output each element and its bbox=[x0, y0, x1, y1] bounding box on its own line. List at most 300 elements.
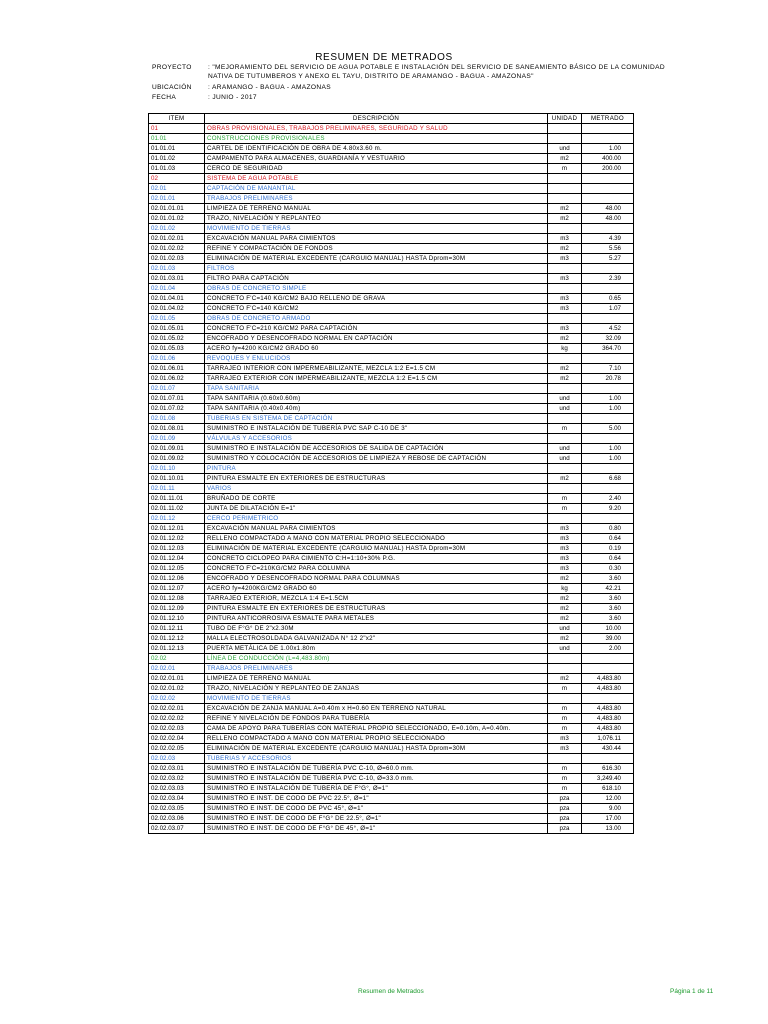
row-unit bbox=[548, 124, 582, 134]
row-description: EXCAVACIÓN MANUAL PARA CIMIENTOS bbox=[205, 234, 548, 244]
row-description: CONSTRUCCIONES PROVISIONALES bbox=[205, 134, 548, 144]
ubicacion-label: UBICACIÓN bbox=[152, 84, 192, 91]
row-description: BRUÑADO DE CORTE bbox=[205, 494, 548, 504]
row-description: TRABAJOS PRELIMINARES bbox=[205, 664, 548, 674]
row-item-code: 02.01.11 bbox=[149, 484, 205, 494]
table-row bbox=[149, 594, 634, 604]
row-description: VÁLVULAS Y ACCESORIOS bbox=[205, 434, 548, 444]
row-item-code: 02.01.10.01 bbox=[149, 474, 205, 484]
table-row bbox=[149, 124, 634, 134]
row-item-code: 02.02.03.06 bbox=[149, 814, 205, 824]
row-unit: m3 bbox=[548, 564, 582, 574]
row-unit: m3 bbox=[548, 254, 582, 264]
table-row bbox=[149, 444, 634, 454]
row-unit bbox=[548, 654, 582, 664]
row-item-code: 02.01.10 bbox=[149, 464, 205, 474]
row-description: OBRAS DE CONCRETO SIMPLE bbox=[205, 284, 548, 294]
row-quantity: 1,076.11 bbox=[582, 734, 634, 744]
row-item-code: 02.01.09.02 bbox=[149, 454, 205, 464]
row-item-code: 01 bbox=[149, 124, 205, 134]
row-quantity bbox=[582, 414, 634, 424]
row-item-code: 01.01 bbox=[149, 134, 205, 144]
row-item-code: 02.01.09 bbox=[149, 434, 205, 444]
row-description: TAPA SANITARIA bbox=[205, 384, 548, 394]
row-description: CONCRETO F'C=140 KG/CM2 bbox=[205, 304, 548, 314]
row-item-code: 02.01.09.01 bbox=[149, 444, 205, 454]
row-item-code: 02.01.12.07 bbox=[149, 584, 205, 594]
row-item-code: 02.01.12.12 bbox=[149, 634, 205, 644]
row-quantity: 4.39 bbox=[582, 234, 634, 244]
row-item-code: 02.01.01 bbox=[149, 194, 205, 204]
table-row bbox=[149, 394, 634, 404]
table-row bbox=[149, 204, 634, 214]
table-row bbox=[149, 134, 634, 144]
row-unit: m3 bbox=[548, 304, 582, 314]
row-description: SUMINISTRO E INST. DE CODO DE F°G° DE 45°, Ø=1" bbox=[205, 824, 548, 834]
row-item-code: 02.01.04 bbox=[149, 284, 205, 294]
row-item-code: 02.02.02.01 bbox=[149, 704, 205, 714]
row-quantity: 5.27 bbox=[582, 254, 634, 264]
row-quantity: 1.07 bbox=[582, 304, 634, 314]
table-row bbox=[149, 454, 634, 464]
table-row bbox=[149, 374, 634, 384]
row-description: CAMA DE APOYO PARA TUBERÍAS CON MATERIAL PROPIO SELECCIONADO, E=0.10m, A=0.40m. bbox=[205, 724, 548, 734]
table-row bbox=[149, 734, 634, 744]
row-quantity: 10.00 bbox=[582, 624, 634, 634]
row-description: ACERO fy=4200 KG/CM2 GRADO 60 bbox=[205, 344, 548, 354]
row-item-code: 02.01.07 bbox=[149, 384, 205, 394]
row-unit: m3 bbox=[548, 524, 582, 534]
row-unit: m bbox=[548, 724, 582, 734]
table-row bbox=[149, 704, 634, 714]
table-row bbox=[149, 494, 634, 504]
row-description: LIMPIEZA DE TERRENO MANUAL bbox=[205, 204, 548, 214]
row-unit bbox=[548, 284, 582, 294]
row-unit: pza bbox=[548, 794, 582, 804]
table-row bbox=[149, 764, 634, 774]
row-item-code: 01.01.02 bbox=[149, 154, 205, 164]
row-item-code: 02.02.01.01 bbox=[149, 674, 205, 684]
row-description: REFINE Y NIVELACIÓN DE FONDOS PARA TUBERÍA bbox=[205, 714, 548, 724]
row-item-code: 02.01.12.09 bbox=[149, 604, 205, 614]
table-body bbox=[149, 124, 634, 834]
table-row bbox=[149, 284, 634, 294]
row-description: ENCOFRADO Y DESENCOFRADO NORMAL EN CAPTACIÓN bbox=[205, 334, 548, 344]
row-unit: m2 bbox=[548, 204, 582, 214]
row-unit: m2 bbox=[548, 244, 582, 254]
table-row bbox=[149, 324, 634, 334]
row-quantity bbox=[582, 434, 634, 444]
table-row bbox=[149, 214, 634, 224]
row-unit: kg bbox=[548, 584, 582, 594]
row-item-code: 02.02.03.07 bbox=[149, 824, 205, 834]
row-quantity: 0.64 bbox=[582, 554, 634, 564]
row-description: REFINE Y COMPACTACIÓN DE FONDOS bbox=[205, 244, 548, 254]
table-row bbox=[149, 814, 634, 824]
row-item-code: 02.01.03 bbox=[149, 264, 205, 274]
table-row bbox=[149, 564, 634, 574]
row-quantity: 2.40 bbox=[582, 494, 634, 504]
row-quantity bbox=[582, 264, 634, 274]
row-unit: m bbox=[548, 494, 582, 504]
row-description: PINTURA bbox=[205, 464, 548, 474]
row-unit bbox=[548, 184, 582, 194]
table-row bbox=[149, 714, 634, 724]
row-item-code: 02.01.01.01 bbox=[149, 204, 205, 214]
row-quantity: 13.00 bbox=[582, 824, 634, 834]
row-item-code: 02.01.02.03 bbox=[149, 254, 205, 264]
row-description: JUNTA DE DILATACIÓN E=1" bbox=[205, 504, 548, 514]
row-item-code: 01.01.01 bbox=[149, 144, 205, 154]
table-row bbox=[149, 534, 634, 544]
row-quantity: 48.00 bbox=[582, 204, 634, 214]
row-description: PUERTA METÁLICA DE 1.00x1.80m bbox=[205, 644, 548, 654]
row-description: SUMINISTRO E INSTALACIÓN DE TUBERÍA PVC C-10, Ø=60.0 mm. bbox=[205, 764, 548, 774]
row-quantity: 4,483.80 bbox=[582, 684, 634, 694]
row-description: RELLENO COMPACTADO A MANO CON MATERIAL PROPIO SELECCIONADO bbox=[205, 734, 548, 744]
row-unit: m bbox=[548, 704, 582, 714]
row-quantity: 1.00 bbox=[582, 144, 634, 154]
table-row bbox=[149, 294, 634, 304]
table-row bbox=[149, 354, 634, 364]
row-unit: m3 bbox=[548, 274, 582, 284]
row-unit: m3 bbox=[548, 534, 582, 544]
table-row bbox=[149, 674, 634, 684]
row-unit: und bbox=[548, 144, 582, 154]
row-item-code: 02.01.12.10 bbox=[149, 614, 205, 624]
row-description: TRAZO, NIVELACIÓN Y REPLANTEO DE ZANJAS bbox=[205, 684, 548, 694]
row-quantity bbox=[582, 194, 634, 204]
row-description: FILTRO PARA CAPTACIÓN bbox=[205, 274, 548, 284]
row-description: VARIOS bbox=[205, 484, 548, 494]
row-description: ELIMINACIÓN DE MATERIAL EXCEDENTE (CARGUIO MANUAL) HASTA Dprom=30M bbox=[205, 744, 548, 754]
row-item-code: 02.01.04.01 bbox=[149, 294, 205, 304]
row-description: OBRAS PROVISIONALES, TRABAJOS PRELIMINARES, SEGURIDAD Y SALUD bbox=[205, 124, 548, 134]
row-unit: pza bbox=[548, 804, 582, 814]
row-description: ELIMINACIÓN DE MATERIAL EXCEDENTE (CARGUIO MANUAL) HASTA Dprom=30M bbox=[205, 544, 548, 554]
row-item-code: 02.02.02.05 bbox=[149, 744, 205, 754]
row-quantity: 5.56 bbox=[582, 244, 634, 254]
row-item-code: 02.01.05 bbox=[149, 314, 205, 324]
row-quantity bbox=[582, 514, 634, 524]
row-unit bbox=[548, 194, 582, 204]
row-item-code: 02.01.02.02 bbox=[149, 244, 205, 254]
row-unit: m bbox=[548, 164, 582, 174]
row-description: CAMPAMENTO PARA ALMACENES, GUARDIANÍA Y VESTUARIO bbox=[205, 154, 548, 164]
row-description: CONCRETO F'C=210KG/CM2 PARA COLUMNA bbox=[205, 564, 548, 574]
row-description: MOVIMIENTO DE TIERRAS bbox=[205, 224, 548, 234]
table-header-row bbox=[149, 114, 634, 124]
row-description: TARRAJEO EXTERIOR CON IMPERMEABILIZANTE, MEZCLA 1:2 E=1.5 CM bbox=[205, 374, 548, 384]
row-item-code: 02.02.03.04 bbox=[149, 794, 205, 804]
row-quantity bbox=[582, 314, 634, 324]
row-item-code: 02.01.05.02 bbox=[149, 334, 205, 344]
table-row bbox=[149, 484, 634, 494]
row-description: TUBO DE F°G° DE 2"x2.30M bbox=[205, 624, 548, 634]
row-quantity: 6.68 bbox=[582, 474, 634, 484]
row-unit: und bbox=[548, 644, 582, 654]
row-quantity: 3,249.40 bbox=[582, 774, 634, 784]
header-item: ITEM bbox=[149, 114, 205, 124]
table-row bbox=[149, 804, 634, 814]
proyecto-value: : "MEJORAMIENTO DEL SERVICIO DE AGUA POTABLE E INSTALACIÓN DEL SERVICIO DE SANEAMIENTO BÁSICO DE LA COMUNIDAD NATIVA DE TUTUMBEROS Y ANEXO EL TAYU, DISTRITO DE ARAMANGO - BAGUA - AMAZONAS" bbox=[208, 64, 665, 80]
row-unit bbox=[548, 694, 582, 704]
row-unit: m3 bbox=[548, 544, 582, 554]
row-unit: m3 bbox=[548, 734, 582, 744]
table-row bbox=[149, 634, 634, 644]
row-unit: pza bbox=[548, 814, 582, 824]
row-quantity: 200.00 bbox=[582, 164, 634, 174]
table-row bbox=[149, 384, 634, 394]
row-quantity: 1.00 bbox=[582, 404, 634, 414]
header-metrado: METRADO bbox=[582, 114, 634, 124]
row-description: SUMINISTRO E INST. DE CODO DE PVC 45°, Ø=1" bbox=[205, 804, 548, 814]
row-quantity: 0.30 bbox=[582, 564, 634, 574]
row-unit: m2 bbox=[548, 594, 582, 604]
table-row bbox=[149, 164, 634, 174]
table-row bbox=[149, 614, 634, 624]
row-quantity bbox=[582, 184, 634, 194]
row-item-code: 02.02.03.01 bbox=[149, 764, 205, 774]
row-item-code: 02.01.03.01 bbox=[149, 274, 205, 284]
table-row bbox=[149, 364, 634, 374]
row-quantity bbox=[582, 754, 634, 764]
row-item-code: 02.01.12.13 bbox=[149, 644, 205, 654]
row-quantity: 17.00 bbox=[582, 814, 634, 824]
table-row bbox=[149, 194, 634, 204]
table-row bbox=[149, 314, 634, 324]
row-description: SUMINISTRO E INSTALACIÓN DE ACCESORIOS DE SALIDA DE CAPTACIÓN bbox=[205, 444, 548, 454]
table-row bbox=[149, 744, 634, 754]
row-quantity: 1.00 bbox=[582, 394, 634, 404]
row-description: SUMINISTRO E INSTALACIÓN DE TUBERÍA PVC C-10, Ø=33.0 mm. bbox=[205, 774, 548, 784]
row-quantity: 42.21 bbox=[582, 584, 634, 594]
row-unit bbox=[548, 134, 582, 144]
row-description: CAPTACIÓN DE MANANTIAL bbox=[205, 184, 548, 194]
table-row bbox=[149, 304, 634, 314]
row-description: REVOQUES Y ENLUCIDOS bbox=[205, 354, 548, 364]
row-description: ENCOFRADO Y DESENCOFRADO NORMAL PARA COLUMNAS bbox=[205, 574, 548, 584]
row-quantity bbox=[582, 354, 634, 364]
row-item-code: 02.01.04.02 bbox=[149, 304, 205, 314]
row-item-code: 02.01.08 bbox=[149, 414, 205, 424]
table-row bbox=[149, 644, 634, 654]
row-description: SUMINISTRO E INST. DE CODO DE F°G° DE 22.5°, Ø=1" bbox=[205, 814, 548, 824]
row-item-code: 01.01.03 bbox=[149, 164, 205, 174]
table-row bbox=[149, 784, 634, 794]
row-unit: m3 bbox=[548, 554, 582, 564]
row-unit: m bbox=[548, 774, 582, 784]
row-description: EXCAVACIÓN DE ZANJA MANUAL A=0.40m x H=0.60 EN TERRENO NATURAL bbox=[205, 704, 548, 714]
table-row bbox=[149, 264, 634, 274]
row-item-code: 02.02.01.02 bbox=[149, 684, 205, 694]
row-unit: kg bbox=[548, 344, 582, 354]
row-description: CONCRETO F'C=210 KG/CM2 PARA CAPTACIÓN bbox=[205, 324, 548, 334]
row-item-code: 02.02.02.03 bbox=[149, 724, 205, 734]
row-item-code: 02.02.03 bbox=[149, 754, 205, 764]
table-row bbox=[149, 824, 634, 834]
row-quantity: 9.00 bbox=[582, 804, 634, 814]
table-row bbox=[149, 544, 634, 554]
row-description: MOVIMIENTO DE TIERRAS bbox=[205, 694, 548, 704]
row-quantity: 48.00 bbox=[582, 214, 634, 224]
row-item-code: 02.01.12.04 bbox=[149, 554, 205, 564]
row-unit: m2 bbox=[548, 334, 582, 344]
row-unit: m2 bbox=[548, 474, 582, 484]
row-unit: m2 bbox=[548, 574, 582, 584]
row-description: TUBERIAS Y ACCESORIOS bbox=[205, 754, 548, 764]
table-row bbox=[149, 624, 634, 634]
row-quantity bbox=[582, 484, 634, 494]
table-row bbox=[149, 254, 634, 264]
row-description: TRAZO, NIVELACIÓN Y REPLANTEO bbox=[205, 214, 548, 224]
row-item-code: 02.02.03.02 bbox=[149, 774, 205, 784]
row-description: TAPA SANITARIA (0.60x0.60m) bbox=[205, 394, 548, 404]
row-description: SUMINISTRO E INST. DE CODO DE PVC 22.5°, Ø=1" bbox=[205, 794, 548, 804]
row-item-code: 02.02.01 bbox=[149, 664, 205, 674]
row-item-code: 02.02 bbox=[149, 654, 205, 664]
row-unit: m2 bbox=[548, 364, 582, 374]
table-row bbox=[149, 504, 634, 514]
table-row bbox=[149, 554, 634, 564]
row-unit: m bbox=[548, 684, 582, 694]
row-unit: m2 bbox=[548, 634, 582, 644]
row-quantity: 0.19 bbox=[582, 544, 634, 554]
row-quantity: 0.65 bbox=[582, 294, 634, 304]
row-description: SUMINISTRO Y COLOCACIÓN DE ACCESORIOS DE LIMPIEZA Y REBOSE DE CAPTACIÓN bbox=[205, 454, 548, 464]
row-quantity bbox=[582, 224, 634, 234]
row-item-code: 02.01.12 bbox=[149, 514, 205, 524]
row-unit: m3 bbox=[548, 294, 582, 304]
row-unit: m bbox=[548, 504, 582, 514]
table-row bbox=[149, 144, 634, 154]
row-unit bbox=[548, 434, 582, 444]
row-unit: m2 bbox=[548, 614, 582, 624]
table-row bbox=[149, 244, 634, 254]
row-quantity bbox=[582, 654, 634, 664]
row-quantity: 2.39 bbox=[582, 274, 634, 284]
row-quantity bbox=[582, 694, 634, 704]
row-description: TAPA SANITARIA (0.40x0.40m) bbox=[205, 404, 548, 414]
row-quantity bbox=[582, 284, 634, 294]
table-row bbox=[149, 174, 634, 184]
row-item-code: 02.01.11.01 bbox=[149, 494, 205, 504]
row-unit: m2 bbox=[548, 154, 582, 164]
row-description: FILTROS bbox=[205, 264, 548, 274]
table-row bbox=[149, 154, 634, 164]
row-unit: m2 bbox=[548, 214, 582, 224]
row-quantity: 3.60 bbox=[582, 604, 634, 614]
header-descripcion: DESCRIPCIÓN bbox=[205, 114, 548, 124]
row-unit: m bbox=[548, 784, 582, 794]
row-description: TUBERIAS EN SISTEMA DE CAPTACIÓN bbox=[205, 414, 548, 424]
row-unit bbox=[548, 484, 582, 494]
table-row bbox=[149, 224, 634, 234]
row-item-code: 02.01.12.01 bbox=[149, 524, 205, 534]
row-item-code: 02.02.02 bbox=[149, 694, 205, 704]
row-item-code: 02.01.05.03 bbox=[149, 344, 205, 354]
row-quantity bbox=[582, 464, 634, 474]
row-unit: m2 bbox=[548, 604, 582, 614]
row-unit: und bbox=[548, 454, 582, 464]
table-row bbox=[149, 654, 634, 664]
row-unit bbox=[548, 754, 582, 764]
row-description: SISTEMA DE AGUA POTABLE bbox=[205, 174, 548, 184]
table-row bbox=[149, 604, 634, 614]
table-row bbox=[149, 464, 634, 474]
row-unit bbox=[548, 314, 582, 324]
row-item-code: 02.01.11.02 bbox=[149, 504, 205, 514]
row-item-code: 02.02.03.03 bbox=[149, 784, 205, 794]
table-row bbox=[149, 344, 634, 354]
row-item-code: 02.01.12.11 bbox=[149, 624, 205, 634]
row-item-code: 02.01.12.08 bbox=[149, 594, 205, 604]
table-row bbox=[149, 434, 634, 444]
row-unit: m3 bbox=[548, 744, 582, 754]
row-quantity: 4,483.80 bbox=[582, 714, 634, 724]
table-row bbox=[149, 274, 634, 284]
table-row bbox=[149, 334, 634, 344]
row-unit: und bbox=[548, 394, 582, 404]
row-quantity: 3.60 bbox=[582, 614, 634, 624]
row-description: ACERO fy=4200KG/CM2 GRADO 60 bbox=[205, 584, 548, 594]
row-item-code: 02.01.12.02 bbox=[149, 534, 205, 544]
row-unit bbox=[548, 464, 582, 474]
table-row bbox=[149, 584, 634, 594]
row-quantity bbox=[582, 384, 634, 394]
row-unit: pza bbox=[548, 824, 582, 834]
row-description: CERCO DE SEGURIDAD bbox=[205, 164, 548, 174]
row-description: PINTURA ANTICORROSIVA ESMALTE PARA METALES bbox=[205, 614, 548, 624]
row-description: CONCRETO F'C=140 KG/CM2 BAJO RELLENO DE GRAVA bbox=[205, 294, 548, 304]
row-description: EXCAVACIÓN MANUAL PARA CIMIENTOS bbox=[205, 524, 548, 534]
row-quantity: 12.00 bbox=[582, 794, 634, 804]
row-item-code: 02 bbox=[149, 174, 205, 184]
row-unit: und bbox=[548, 444, 582, 454]
row-quantity: 5.00 bbox=[582, 424, 634, 434]
table-row bbox=[149, 664, 634, 674]
footer-page-number: Página 1 de 11 bbox=[670, 988, 714, 995]
row-quantity: 32.09 bbox=[582, 334, 634, 344]
row-description: TARRAJEO EXTERIOR, MEZCLA 1:4 E=1.5CM bbox=[205, 594, 548, 604]
row-item-code: 02.01.07.01 bbox=[149, 394, 205, 404]
row-quantity: 0.80 bbox=[582, 524, 634, 534]
row-item-code: 02.02.03.05 bbox=[149, 804, 205, 814]
row-description: MALLA ELECTROSOLDADA GALVANIZADA N° 12 2"x2" bbox=[205, 634, 548, 644]
row-item-code: 02.01.01.02 bbox=[149, 214, 205, 224]
row-description: RELLENO COMPACTADO A MANO CON MATERIAL PROPIO SELECCIONADO bbox=[205, 534, 548, 544]
row-item-code: 02.01.08.01 bbox=[149, 424, 205, 434]
row-unit bbox=[548, 664, 582, 674]
table-row bbox=[149, 424, 634, 434]
row-unit bbox=[548, 414, 582, 424]
row-unit: m3 bbox=[548, 234, 582, 244]
header-unidad: UNIDAD bbox=[548, 114, 582, 124]
row-quantity: 20.78 bbox=[582, 374, 634, 384]
row-item-code: 02.01.05.01 bbox=[149, 324, 205, 334]
row-unit: m bbox=[548, 424, 582, 434]
row-description: TRABAJOS PRELIMINARES bbox=[205, 194, 548, 204]
row-item-code: 02.01 bbox=[149, 184, 205, 194]
row-unit bbox=[548, 514, 582, 524]
document-title: RESUMEN DE METRADOS bbox=[315, 52, 453, 63]
table-row bbox=[149, 524, 634, 534]
row-unit: und bbox=[548, 624, 582, 634]
row-quantity: 4,483.80 bbox=[582, 674, 634, 684]
table-row bbox=[149, 414, 634, 424]
row-unit: m2 bbox=[548, 674, 582, 684]
row-quantity: 3.60 bbox=[582, 594, 634, 604]
